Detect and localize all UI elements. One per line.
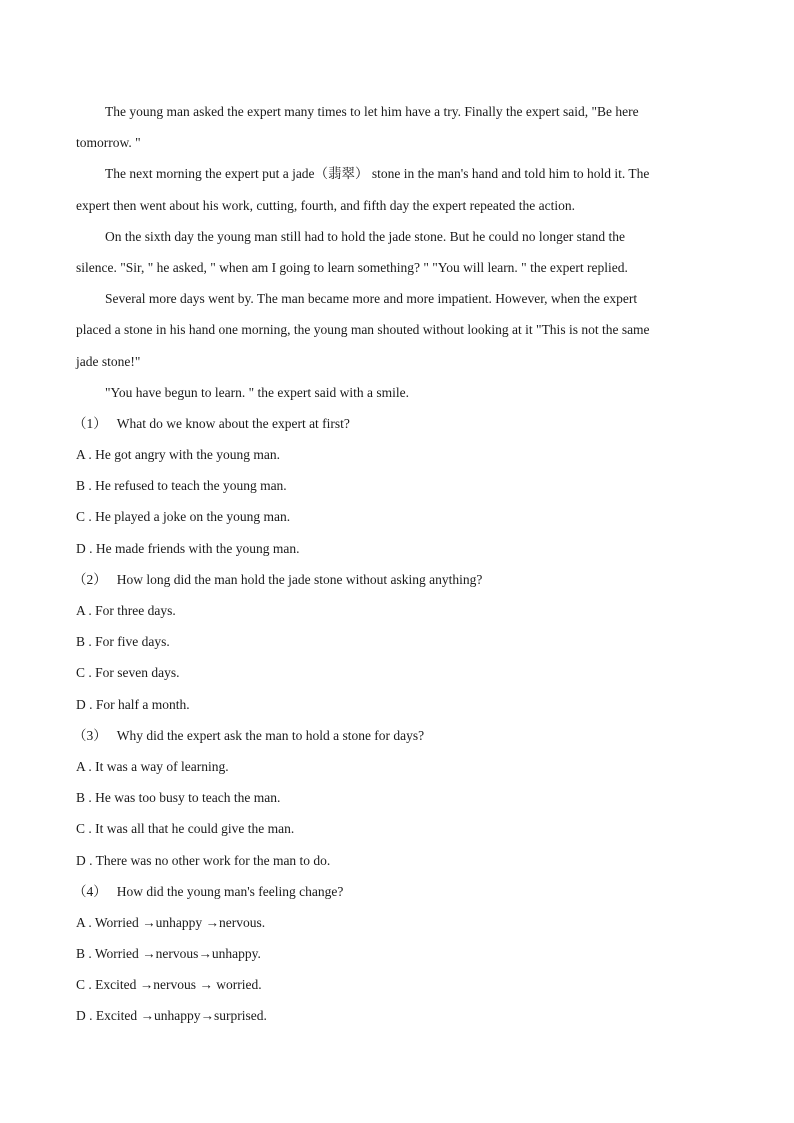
question-3 [73, 724, 712, 755]
passage-line: silence. "Sir, " he asked, " when am I going to learn something? " "You will learn. " the expert replied. [76, 259, 628, 275]
option-c: C . Excited →nervous → worried. [76, 977, 262, 993]
option-d: D . Excited →unhappy→surprised. [76, 1008, 267, 1024]
option-b: B . He refused to teach the young man. [76, 478, 287, 494]
passage-line: expert then went about his work, cutting, fourth, and fifth day the expert repeated the action. [76, 197, 575, 213]
option-b: B . Worried →nervous→unhappy. [76, 946, 261, 962]
question-text: What do we know about the expert at first? [116, 415, 350, 431]
passage-line: placed a stone in his hand one morning, the young man shouted without looking at it "This is not the same [76, 322, 650, 338]
option-b: B . For five days. [76, 634, 170, 650]
option-a: A . It was a way of learning. [76, 758, 229, 774]
question-1 [73, 412, 712, 443]
passage-line: The next morning the expert put a jade（翡翠） stone in the man's hand and told him to hold it. The [105, 166, 650, 182]
question-number: （1） [73, 415, 107, 431]
passage-line: Several more days went by. The man became more and more impatient. However, when the expert [105, 291, 638, 307]
passage-line: On the sixth day the young man still had to hold the jade stone. But he could no longer stand the [105, 228, 626, 244]
passage-line: "You have begun to learn. " the expert said with a smile. [105, 384, 409, 400]
option-d: D . For half a month. [76, 696, 190, 712]
question-text: Why did the expert ask the man to hold a stone for days? [116, 727, 425, 743]
question-4 [73, 880, 712, 911]
question-text: How long did the man hold the jade stone without asking anything? [116, 571, 483, 587]
option-d: D . There was no other work for the man to do. [76, 852, 331, 868]
option-d: D . He made friends with the young man. [76, 540, 300, 556]
question-number: （3） [73, 727, 107, 743]
question-text: How did the young man's feeling change? [116, 883, 344, 899]
option-a: A . Worried →unhappy →nervous. [76, 914, 266, 930]
question-number: （2） [73, 571, 107, 587]
question-number: （4） [73, 883, 107, 899]
option-a: A . He got angry with the young man. [76, 447, 280, 463]
option-a: A . For three days. [76, 603, 176, 618]
document-page [73, 100, 712, 1036]
passage-line: jade stone!" [76, 353, 141, 369]
option-c: C . It was all that he could give the man. [76, 821, 295, 837]
passage-line: The young man asked the expert many times to let him have a try. Finally the expert said, "Be here [105, 104, 639, 119]
passage-line: tomorrow. " [76, 135, 141, 151]
option-c: C . He played a joke on the young man. [76, 509, 291, 525]
question-2 [73, 568, 712, 599]
option-b: B . He was too busy to teach the man. [76, 790, 281, 806]
option-c: C . For seven days. [76, 665, 180, 681]
